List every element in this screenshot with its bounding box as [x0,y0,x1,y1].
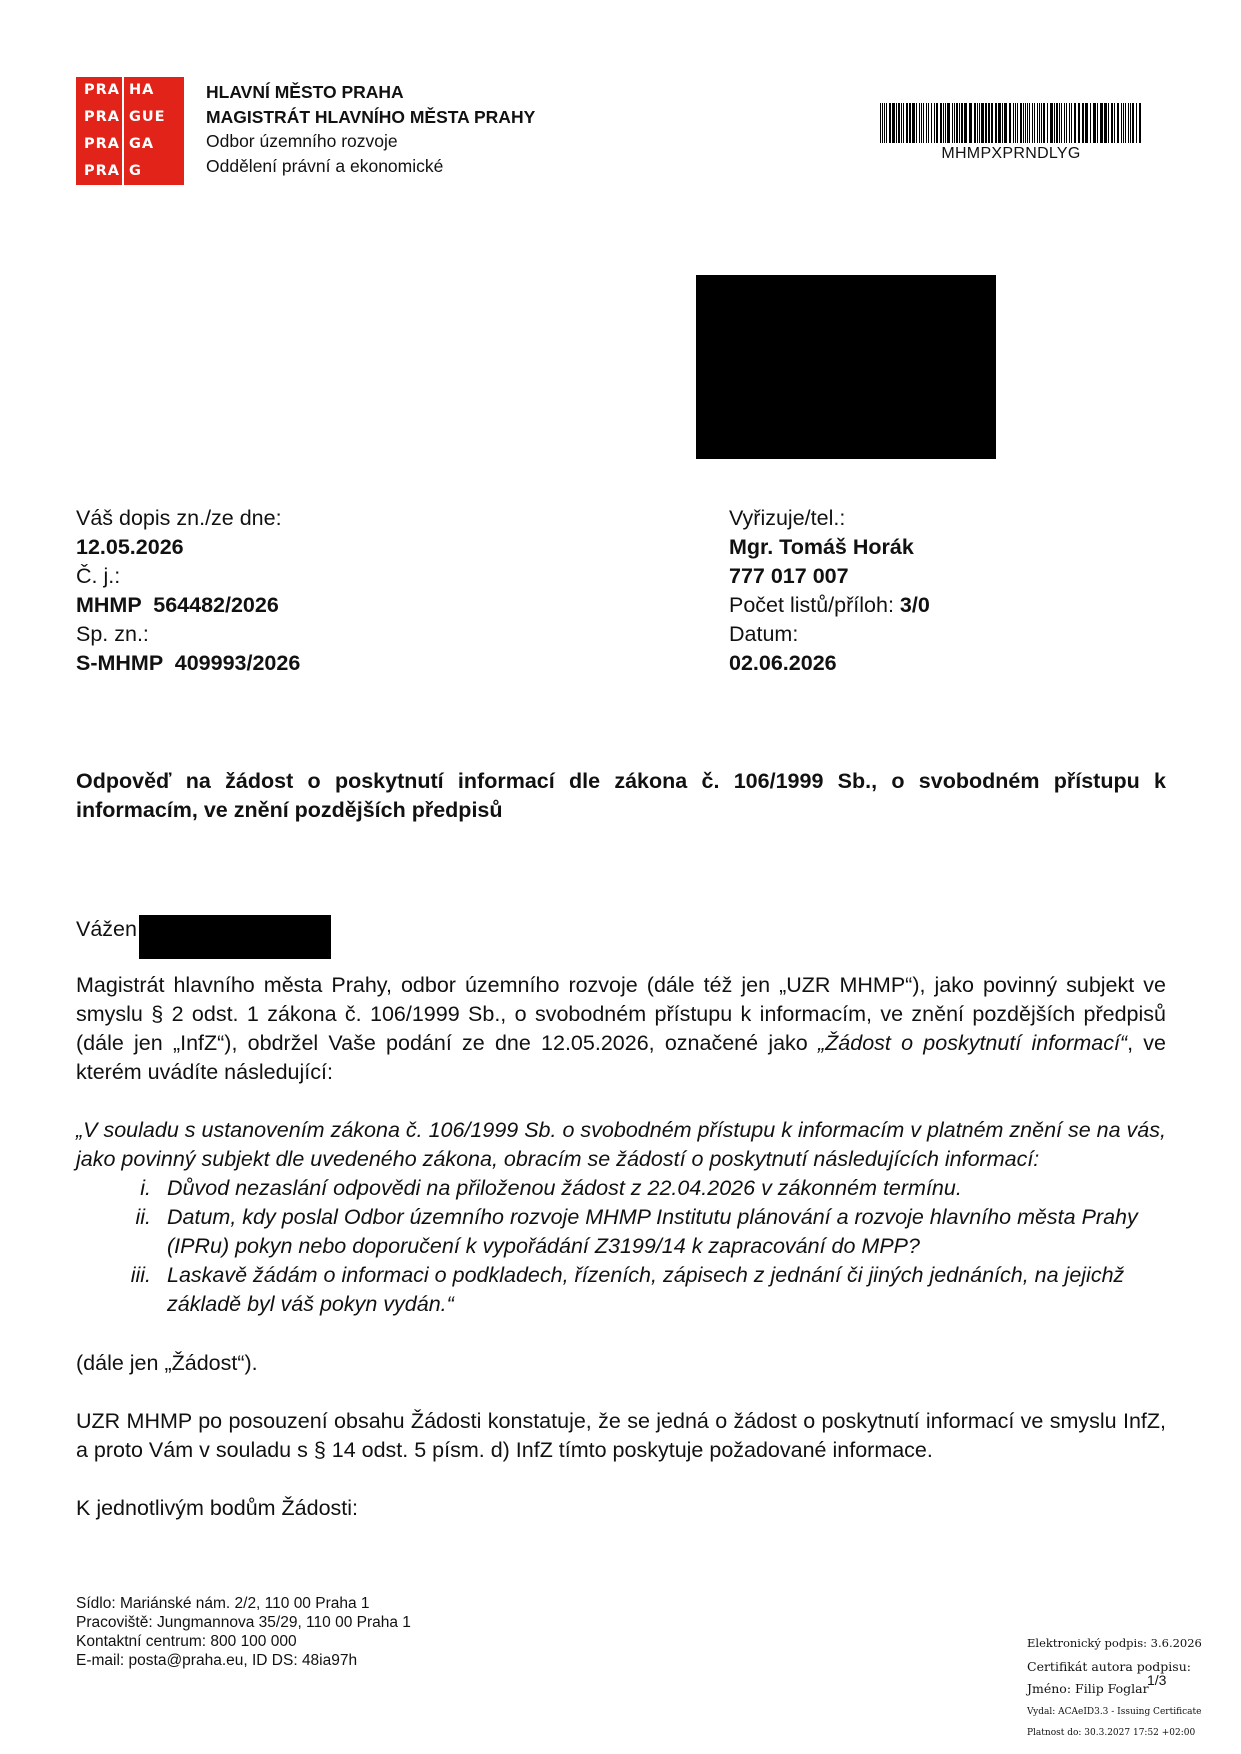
signature-name: Jméno: Filip Foglar [1027,1681,1149,1696]
logo-cell: G [122,158,184,185]
your-letter-label: Váš dopis zn./ze dne: [76,506,282,530]
signature-validity: Platnost do: 30.3.2027 17:52 +02:00 [1027,1727,1196,1738]
logo-cell: GUE [122,104,184,131]
logo-cell: PRA [84,109,121,125]
list-text: Laskavě žádám o informaci o podkladech, řízeních, zápisech z jednání či jiných jednáních, na jejichž základě byl váš pokyn vydán.“ [167,1263,1125,1316]
intro-text-end: , ve kterém uvádíte následující: [76,1031,1166,1084]
electronic-signature [1027,1638,1202,1738]
footer-email: E-mail: posta@praha.eu, ID DS: 48ia97h [76,1652,358,1669]
redacted-address [696,275,996,459]
signature-cert-label: Certifikát autora podpisu: [1027,1658,1191,1674]
intro-paragraph [76,971,1166,1087]
org-section: Oddělení právní a ekonomické [206,155,444,176]
request-definition: (dále jen „Žádost“). [76,1351,258,1375]
file-number-label: Sp. zn.: [76,622,149,646]
signature-date: Elektronický podpis: 3.6.2026 [1027,1636,1202,1650]
reference-number: MHMP 564482/2026 [76,593,279,617]
quoted-request: „V souladu s ustanovením zákona č. 106/1999 Sb. o svobodném přístupu k informacím v platném znění se na vás, jako povinný subjekt dle uvedeného zákona, obracím se žádostí o poskytnutí následujících informací: [76,1118,1166,1171]
list-number: i. [140,1176,151,1200]
organization-header [206,80,535,178]
reference-block [76,504,300,678]
handler-phone: 777 017 007 [729,564,849,588]
date-label: Datum: [729,622,799,646]
file-number: S-MHMP 409993/2026 [76,651,301,675]
list-item [76,1203,1166,1261]
org-name: HLAVNÍ MĚSTO PRAHA [206,82,404,102]
page-count [729,591,930,620]
handler-block [729,504,930,678]
org-department: Odbor územního rozvoje [206,131,398,151]
logo-cell: HA [122,77,184,104]
request-list [76,1174,1166,1319]
handled-by-label: Vyřizuje/tel.: [729,506,846,530]
document-date: 02.06.2026 [729,651,837,675]
footer-workplace: Pracoviště: Jungmannova 35/29, 110 00 Praha 1 [76,1614,411,1631]
barcode [880,103,1142,143]
praha-logo [76,77,184,185]
points-heading: K jednotlivým bodům Žádosti: [76,1496,359,1520]
logo-cell: PRA [84,163,121,179]
footer-contacts [76,1594,411,1670]
handler-name: Mgr. Tomáš Horák [729,535,914,559]
org-magistrate: MAGISTRÁT HLAVNÍHO MĚSTA PRAHY [206,106,536,127]
list-number: iii. [130,1263,151,1287]
response-paragraph: UZR MHMP po posouzení obsahu Žádosti konstatuje, že se jedná o žádost o poskytnutí informací ve smyslu InfZ, a proto Vám v souladu s § 14 odst. 5 písm. d) InfZ tímto poskytuje požadované informace. [76,1409,1166,1462]
list-text: Důvod nezaslání odpovědi na přiloženou žádost z 22.04.2026 v zákonném termínu. [167,1176,962,1200]
redacted-name [139,915,331,959]
page-count-label: Počet listů/příloh: [729,593,900,617]
request-title: „Žádost o poskytnutí informací“ [817,1031,1128,1055]
footer-seat: Sídlo: Mariánské nám. 2/2, 110 00 Praha 1 [76,1595,370,1612]
list-item [76,1174,1166,1203]
logo-cell: PRA [84,136,121,152]
salutation: Vážen [76,917,137,941]
page-number: 1/3 [1147,1672,1167,1688]
logo-cell: PRA [84,82,121,98]
list-number: ii. [135,1205,151,1229]
list-text: Datum, kdy poslal Odbor územního rozvoje MHMP Institutu plánování a rozvoje hlavního města Prahy (IPRu) pokyn nebo doporučení k vypořádání Z3199/14 k zapracování do MPP? [167,1205,1138,1258]
list-item [76,1261,1166,1319]
logo-cell: GA [122,131,184,158]
signature-issuer: Vydal: ACAeID3.3 - Issuing Certificate [1027,1706,1202,1717]
intro-text: Magistrát hlavního města Prahy, odbor územního rozvoje (dále též jen „UZR MHMP“), jako povinný subjekt ve smyslu § 2 odst. 1 zákona č. 106/1999 Sb., o svobodném přístupu k informacím, ve znění pozdějších předpisů (dále jen „InfZ“), obdržel Vaše podání ze dne 12.05.2026, označené jako [76,973,1166,1055]
your-letter-date: 12.05.2026 [76,535,184,559]
reference-number-label: Č. j.: [76,564,121,588]
subject-line: Odpověď na žádost o poskytnutí informací dle zákona č. 106/1999 Sb., o svobodném přístupu k informacím, ve znění pozdějších předpisů [76,769,1166,822]
barcode-label: MHMPXPRNDLYG [941,145,1081,162]
page-count-value: 3/0 [899,593,930,617]
footer-contact-center: Kontaktní centrum: 800 100 000 [76,1633,297,1650]
